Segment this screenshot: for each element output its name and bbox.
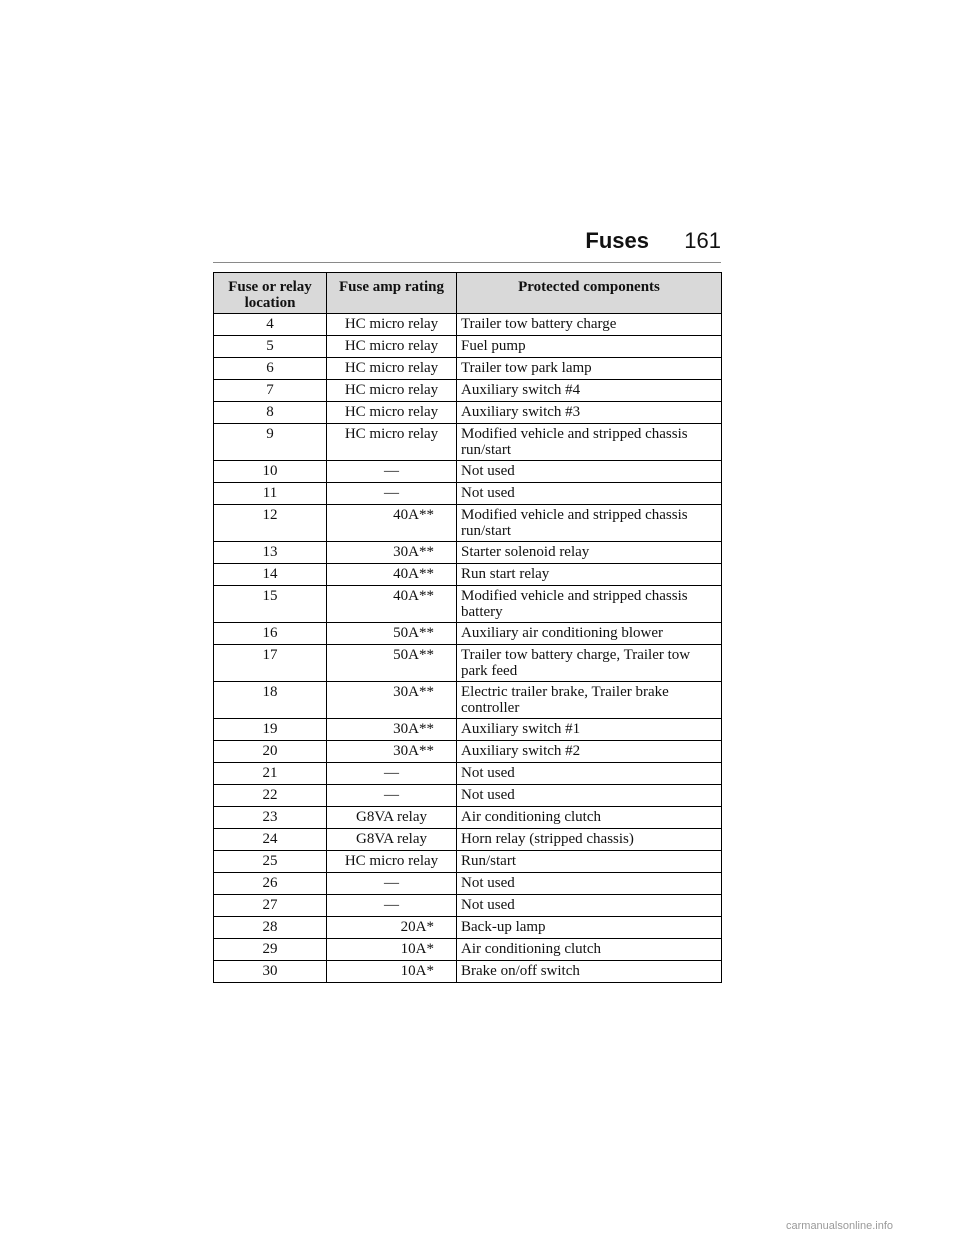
protected-component-cell: Trailer tow battery charge, Trailer tow park feed xyxy=(457,645,722,682)
table-row xyxy=(214,807,722,829)
amp-rating-cell: — xyxy=(327,763,457,785)
protected-component-cell: Auxiliary air conditioning blower xyxy=(457,623,722,645)
amp-rating-cell: HC micro relay xyxy=(327,402,457,424)
fuse-location-cell: 26 xyxy=(214,873,327,895)
amp-rating-cell: 20A* xyxy=(327,917,457,939)
table-row xyxy=(214,314,722,336)
table-row xyxy=(214,505,722,542)
protected-component-cell: Not used xyxy=(457,873,722,895)
amp-rating-cell: 40A** xyxy=(327,505,457,542)
table-row xyxy=(214,829,722,851)
amp-rating-cell: — xyxy=(327,785,457,807)
table-row xyxy=(214,917,722,939)
amp-rating-cell: 50A** xyxy=(327,645,457,682)
amp-rating-cell: HC micro relay xyxy=(327,336,457,358)
protected-component-cell: Air conditioning clutch xyxy=(457,807,722,829)
page-number: 161 xyxy=(684,228,721,253)
protected-component-cell: Run start relay xyxy=(457,564,722,586)
table-row xyxy=(214,483,722,505)
table-row xyxy=(214,851,722,873)
amp-rating-cell: — xyxy=(327,873,457,895)
fuse-location-cell: 22 xyxy=(214,785,327,807)
table-row xyxy=(214,358,722,380)
fuse-location-cell: 25 xyxy=(214,851,327,873)
table-row xyxy=(214,939,722,961)
table-row xyxy=(214,402,722,424)
protected-component-cell: Not used xyxy=(457,763,722,785)
amp-rating-cell: 30A** xyxy=(327,719,457,741)
fuse-location-cell: 12 xyxy=(214,505,327,542)
protected-component-cell: Trailer tow park lamp xyxy=(457,358,722,380)
protected-component-cell: Auxiliary switch #2 xyxy=(457,741,722,763)
fuse-location-cell: 4 xyxy=(214,314,327,336)
amp-rating-cell: G8VA relay xyxy=(327,807,457,829)
fuse-location-cell: 16 xyxy=(214,623,327,645)
table-row xyxy=(214,645,722,682)
fuse-location-cell: 10 xyxy=(214,461,327,483)
amp-rating-cell: 10A* xyxy=(327,939,457,961)
fuse-location-cell: 29 xyxy=(214,939,327,961)
column-header-location: Fuse or relay location xyxy=(214,273,327,314)
amp-rating-cell: G8VA relay xyxy=(327,829,457,851)
fuse-location-cell: 30 xyxy=(214,961,327,983)
fuse-location-cell: 15 xyxy=(214,586,327,623)
fuse-location-cell: 17 xyxy=(214,645,327,682)
amp-rating-cell: 30A** xyxy=(327,542,457,564)
table-row xyxy=(214,564,722,586)
table-row xyxy=(214,763,722,785)
fuse-table xyxy=(213,272,722,983)
fuse-location-cell: 6 xyxy=(214,358,327,380)
table-row xyxy=(214,741,722,763)
amp-rating-cell: HC micro relay xyxy=(327,424,457,461)
protected-component-cell: Auxiliary switch #1 xyxy=(457,719,722,741)
amp-rating-cell: 30A** xyxy=(327,741,457,763)
amp-rating-cell: HC micro relay xyxy=(327,358,457,380)
table-row xyxy=(214,895,722,917)
table-row xyxy=(214,961,722,983)
protected-component-cell: Back-up lamp xyxy=(457,917,722,939)
amp-rating-cell: HC micro relay xyxy=(327,380,457,402)
protected-component-cell: Not used xyxy=(457,895,722,917)
fuse-location-cell: 28 xyxy=(214,917,327,939)
table-row xyxy=(214,623,722,645)
protected-component-cell: Not used xyxy=(457,785,722,807)
table-row xyxy=(214,461,722,483)
fuse-location-cell: 23 xyxy=(214,807,327,829)
amp-rating-cell: — xyxy=(327,895,457,917)
fuse-location-cell: 21 xyxy=(214,763,327,785)
table-body xyxy=(214,314,722,983)
protected-component-cell: Trailer tow battery charge xyxy=(457,314,722,336)
protected-component-cell: Not used xyxy=(457,461,722,483)
protected-component-cell: Modified vehicle and stripped chassis battery xyxy=(457,586,722,623)
protected-component-cell: Auxiliary switch #4 xyxy=(457,380,722,402)
table-row xyxy=(214,719,722,741)
fuse-location-cell: 9 xyxy=(214,424,327,461)
protected-component-cell: Brake on/off switch xyxy=(457,961,722,983)
column-header-protected-components: Protected components xyxy=(457,273,722,314)
fuse-location-cell: 5 xyxy=(214,336,327,358)
fuse-location-cell: 19 xyxy=(214,719,327,741)
protected-component-cell: Not used xyxy=(457,483,722,505)
amp-rating-cell: 30A** xyxy=(327,682,457,719)
protected-component-cell: Auxiliary switch #3 xyxy=(457,402,722,424)
page-header xyxy=(213,226,721,263)
amp-rating-cell: — xyxy=(327,483,457,505)
fuse-location-cell: 8 xyxy=(214,402,327,424)
fuse-location-cell: 11 xyxy=(214,483,327,505)
amp-rating-cell: 10A* xyxy=(327,961,457,983)
table-row xyxy=(214,873,722,895)
protected-component-cell: Horn relay (stripped chassis) xyxy=(457,829,722,851)
column-header-amp-rating: Fuse amp rating xyxy=(327,273,457,314)
fuse-location-cell: 20 xyxy=(214,741,327,763)
fuse-location-cell: 14 xyxy=(214,564,327,586)
amp-rating-cell: 40A** xyxy=(327,564,457,586)
amp-rating-cell: 40A** xyxy=(327,586,457,623)
fuse-location-cell: 27 xyxy=(214,895,327,917)
amp-rating-cell: 50A** xyxy=(327,623,457,645)
fuse-location-cell: 7 xyxy=(214,380,327,402)
fuse-location-cell: 13 xyxy=(214,542,327,564)
table-header-row xyxy=(214,273,722,314)
table-row xyxy=(214,424,722,461)
protected-component-cell: Air conditioning clutch xyxy=(457,939,722,961)
fuse-location-cell: 24 xyxy=(214,829,327,851)
protected-component-cell: Fuel pump xyxy=(457,336,722,358)
table-row xyxy=(214,380,722,402)
table-row xyxy=(214,542,722,564)
amp-rating-cell: HC micro relay xyxy=(327,851,457,873)
amp-rating-cell: HC micro relay xyxy=(327,314,457,336)
watermark: carmanualsonline.info xyxy=(786,1220,894,1232)
protected-component-cell: Electric trailer brake, Trailer brake controller xyxy=(457,682,722,719)
table-row xyxy=(214,682,722,719)
amp-rating-cell: — xyxy=(327,461,457,483)
table-row xyxy=(214,336,722,358)
protected-component-cell: Starter solenoid relay xyxy=(457,542,722,564)
table-row xyxy=(214,586,722,623)
table-row xyxy=(214,785,722,807)
protected-component-cell: Run/start xyxy=(457,851,722,873)
protected-component-cell: Modified vehicle and stripped chassis run/start xyxy=(457,424,722,461)
protected-component-cell: Modified vehicle and stripped chassis run/start xyxy=(457,505,722,542)
section-title: Fuses xyxy=(585,228,649,253)
fuse-location-cell: 18 xyxy=(214,682,327,719)
